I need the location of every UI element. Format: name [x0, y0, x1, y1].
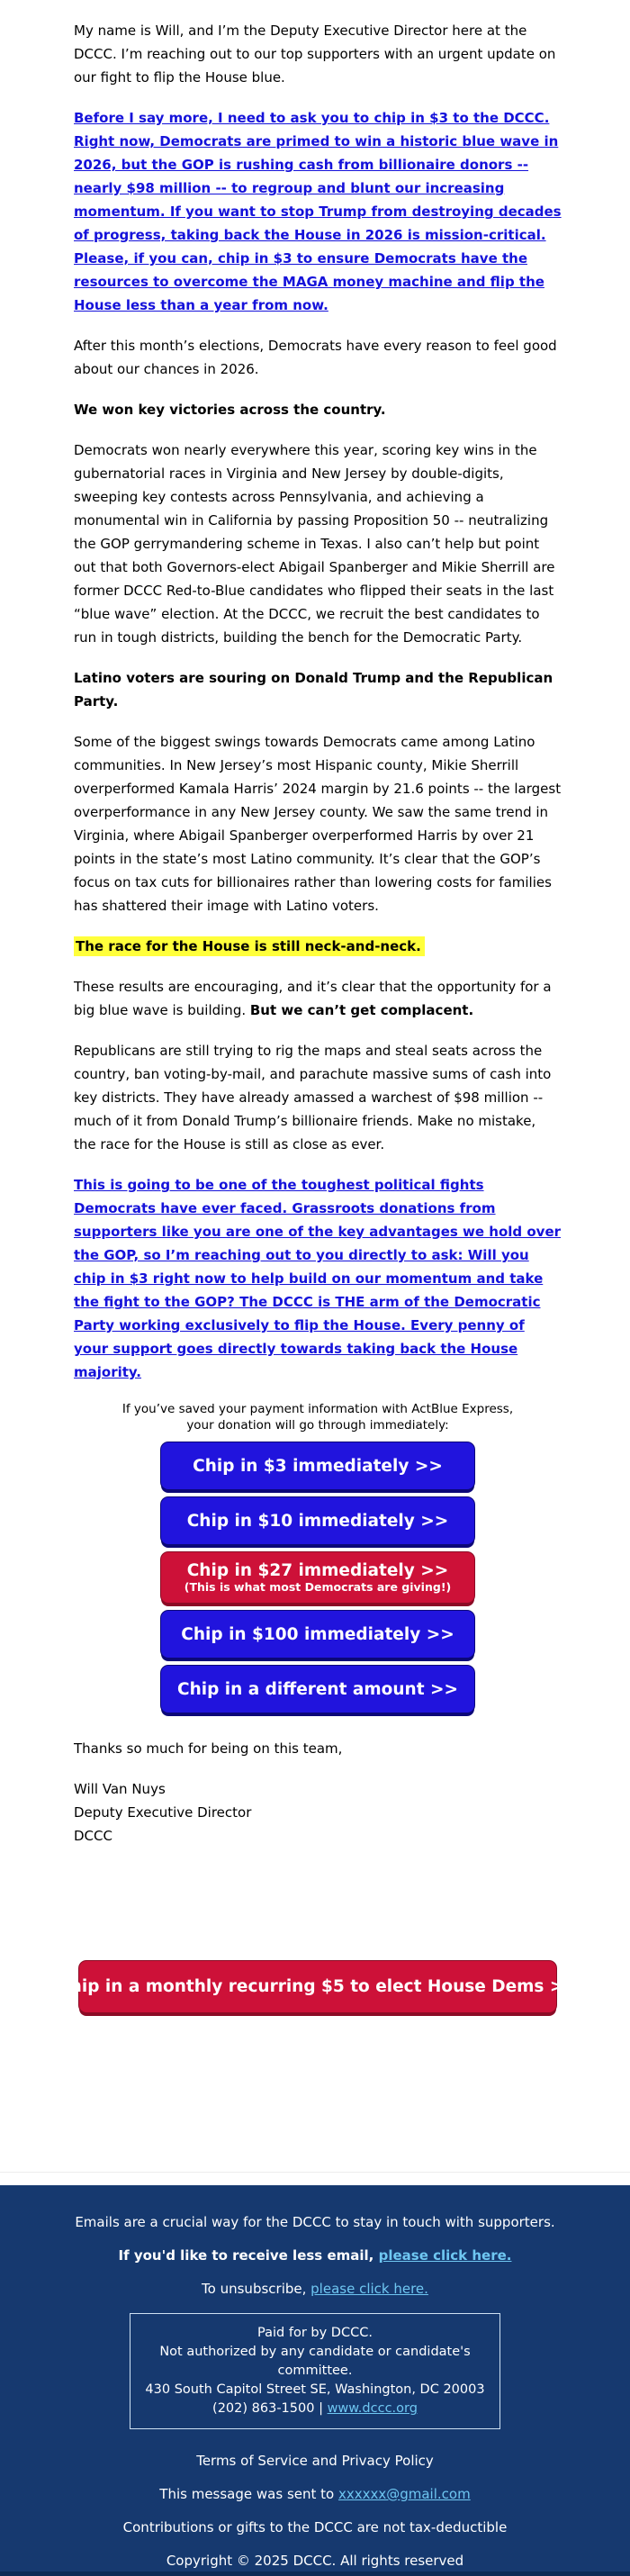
latino-heading: Latino voters are souring on Donald Trump and the Republican Party. — [74, 670, 554, 710]
actblue-note — [74, 1401, 562, 1433]
footer-copyright: Copyright © 2025 DCCC. All rights reserved — [166, 2553, 464, 2569]
address-line: 430 South Capitol Street SE, Washington, DC 20003 — [145, 2382, 485, 2397]
intro-paragraph: My name is Will, and I’m the Deputy Executive Director here at the DCCC. I’m reaching out to our top supporters with an urgent update on our fight to flip the House blue. — [74, 23, 556, 86]
victories-heading: We won key victories across the country. — [74, 402, 386, 418]
results-normal-text: These results are encouraging, and it’s clear that the opportunity for a big blue wave is building. — [74, 979, 552, 1018]
chip-27-button-label: Chip in $27 immediately >> — [186, 1561, 449, 1580]
unsubscribe-text: To unsubscribe, — [202, 2281, 311, 2297]
chip-other-button-label: Chip in a different amount >> — [177, 1679, 458, 1699]
republicans-paragraph: Republicans are still trying to rig the maps and steal seats across the country, ban voting-by-mail, and parachute massive sums of cash into key districts. They have already amassed a warchest of $98 million -- much of it from Donald Trump’s billionaire friends. Make no mistake, the race for the House is still as close as ever. — [74, 1043, 552, 1152]
terms-privacy-link[interactable]: Terms of Service and Privacy Policy — [196, 2453, 434, 2469]
unsubscribe-link[interactable]: please click here. — [310, 2281, 428, 2297]
chip-in-3-link[interactable]: Before I say more, I need to ask you to chip in $3 to the DCCC. Right now, Democrats are primed to win a historic blue wave in 2026, but the GOP is rushing cash from billionaire donors -- nearly $98 million -- to regroup and blunt our increasing momentum. If you want to stop Trump from destroying decades of progress, taking back the House in 2026 is mission-critical. Please, if you can, chip in $3 to ensure Democrats have the resources to overcome the MAGA money machine and flip the House less than a year from now. — [74, 110, 562, 313]
actblue-note-line2: your donation will go through immediately: — [186, 1418, 449, 1433]
results-paragraph — [74, 975, 562, 1022]
receive-less-email-link[interactable]: please click here. — [378, 2247, 512, 2264]
chip-27-button-subtext: (This is what most Democrats are giving!) — [184, 1580, 452, 1594]
monthly-5-button[interactable] — [58, 1961, 578, 2012]
chip-3-button-label: Chip in $3 immediately >> — [193, 1456, 443, 1476]
footer-sent-to-row — [0, 2485, 630, 2503]
footer-emails-note: Emails are a crucial way for the DCCC to stay in touch with supporters. — [75, 2214, 555, 2230]
chip-in-3-ask-link[interactable]: This is going to be one of the toughest political fights Democrats have ever faced. Grassroots donations from supporters like you are one of the key advantages we hold over the GOP, so I’m reaching out to you directly to ask: Will you chip in $3 right now to help build on our momentum and take the fight to the GOP? The DCCC is THE arm of the Democratic Party working exclusively to flip the House. Every penny of your support goes directly towards taking back the House majority. — [74, 1177, 562, 1380]
chip-3-button[interactable] — [161, 1442, 474, 1489]
donation-button-stack — [161, 1442, 474, 1713]
footer-unsubscribe-row — [0, 2280, 630, 2298]
footer-edge — [0, 2571, 630, 2576]
signature-block — [74, 1777, 562, 1848]
results-bold-text: But we can’t get complacent. — [249, 1002, 474, 1018]
chip-other-button[interactable] — [161, 1666, 474, 1713]
after-elections-paragraph: After this month’s elections, Democrats have every reason to feel good about our chances in 2026. — [74, 338, 557, 377]
monthly-5-button-label: Chip in a monthly recurring $5 to elect House Dems >> — [58, 1976, 578, 1996]
paid-for-line: Paid for by DCCC. — [257, 2326, 373, 2340]
footer-less-email-row — [0, 2246, 630, 2264]
less-email-text: If you'd like to receive less email, — [118, 2247, 379, 2264]
signature-org: DCCC — [74, 1828, 112, 1844]
actblue-note-line1: If you’ve saved your payment information with ActBlue Express, — [122, 1402, 514, 1416]
highlighted-text: The race for the House is still neck-and-neck. — [74, 936, 425, 956]
not-authorized-line: Not authorized by any candidate or candidate's committee. — [159, 2345, 471, 2378]
recipient-email-link[interactable]: xxxxxx@gmail.com — [338, 2486, 471, 2502]
footer-disclaimer-box — [130, 2313, 500, 2429]
phone-website-line — [136, 2400, 494, 2418]
closing-line: Thanks so much for being on this team, — [74, 1740, 343, 1757]
footer-not-deductible: Contributions or gifts to the DCCC are not tax-deductible — [122, 2519, 508, 2535]
victories-paragraph: Democrats won nearly everywhere this year, scoring key wins in the gubernatorial races in Virginia and New Jersey by double-digits, sweeping key contests across Pennsylvania, and achieving a monumental win in California by passing Proposition 50 -- neutralizing the GOP gerrymandering scheme in Texas. I also can’t help but point out that both Governors-elect Abigail Spanberger and Mikie Sherrill are former DCCC Red-to-Blue candidates who flipped their seats in the last “blue wave” election. At the DCCC, we recruit the best candidates to run in tough districts, building the bench for the Democratic Party. — [74, 442, 555, 646]
chip-10-button[interactable] — [161, 1497, 474, 1544]
email-footer — [0, 2185, 630, 2576]
chip-100-button[interactable] — [161, 1611, 474, 1658]
signature-name: Will Van Nuys — [74, 1781, 166, 1797]
race-highlight-heading — [74, 935, 562, 958]
signature-title: Deputy Executive Director — [74, 1804, 252, 1821]
chip-27-button[interactable] — [161, 1552, 474, 1603]
latino-paragraph: Some of the biggest swings towards Democrats came among Latino communities. In New Jersey’s most Hispanic county, Mikie Sherrill overperformed Kamala Harris’ 2024 margin by 21.6 points -- the largest overperformance in any New Jersey county. We saw the same trend in Virginia, where Abigail Spanberger overperformed Harris by over 21 points in the state’s most Latino community. It’s clear that the GOP’s focus on tax cuts for billionaires rather than lowering costs for families has shattered their image with Latino voters. — [74, 734, 562, 914]
phone-text: (202) 863-1500 | — [212, 2401, 328, 2416]
chip-10-button-label: Chip in $10 immediately >> — [186, 1511, 449, 1531]
chip-100-button-label: Chip in $100 immediately >> — [181, 1624, 454, 1644]
dccc-website-link[interactable]: www.dccc.org — [327, 2401, 418, 2416]
sent-to-text: This message was sent to — [159, 2486, 338, 2502]
